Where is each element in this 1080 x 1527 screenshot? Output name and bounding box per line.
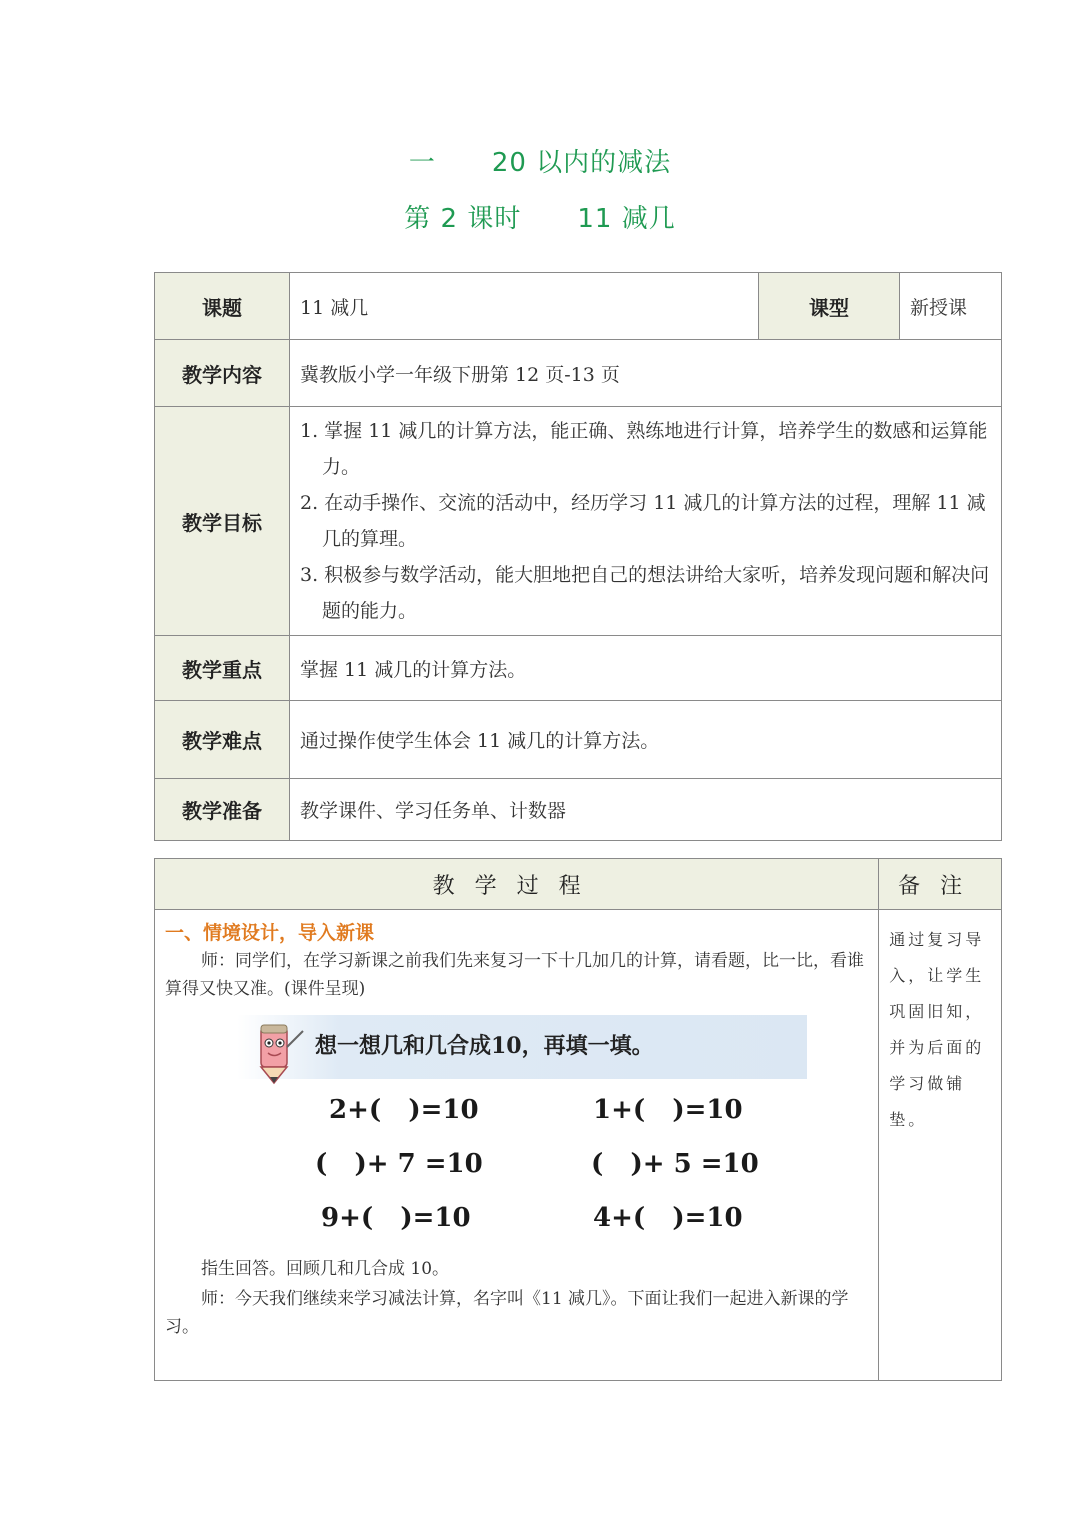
content-row (155, 340, 1002, 407)
key-label: 教学重点 (155, 636, 290, 701)
teaching-process-table (154, 858, 1002, 1381)
remark-note: 通过复习导入，让学生巩固旧知，并为后面的学习做铺垫。 (879, 910, 1002, 1381)
prep-row (155, 779, 1002, 841)
process-content (155, 910, 879, 1381)
goal-item: 1. 掌握 11 减几的计算方法，能正确、熟练地进行计算，培养学生的数感和运算能力。 (300, 420, 988, 478)
goals-row (155, 407, 1002, 636)
process-header: 教学过程 (155, 859, 879, 910)
goals-label: 教学目标 (155, 407, 290, 636)
section-title: 一、情境设计，导入新课 (165, 922, 375, 944)
lesson-heading (0, 198, 1080, 235)
difficulty-row (155, 701, 1002, 779)
equation: 1+( )=10 (593, 1095, 743, 1125)
intro-paragraph: 师：同学们，在学习新课之前我们先来复习一下十几加几的计算，请看题，比一比，看谁算得又快又准。(课件呈现) (165, 951, 864, 999)
answer-paragraph: 指生回答。回顾几和几合成 10。 (201, 1259, 450, 1279)
equation: 4+( )=10 (593, 1203, 743, 1233)
transition-paragraph: 师：今天我们继续来学习减法计算，名字叫《11 减几》。下面让我们一起进入新课的学习。 (165, 1289, 849, 1337)
unit-heading (0, 142, 1080, 179)
equation: 9+( )=10 (321, 1203, 471, 1233)
unit-title: 20 以内的减法 (491, 148, 672, 178)
key-row (155, 636, 1002, 701)
pencil-mascot-icon (247, 1017, 307, 1085)
process-body-row (155, 910, 1002, 1381)
goal-item: 2. 在动手操作、交流的活动中，经历学习 11 减几的计算方法的过程，理解 11 减几的算理。 (300, 492, 986, 550)
topic-row (155, 273, 1002, 340)
topic-value: 11 减几 (290, 273, 759, 340)
difficulty-value: 通过操作使学生体会 11 减几的计算方法。 (290, 701, 1002, 779)
key-value: 掌握 11 减几的计算方法。 (290, 636, 1002, 701)
process-header-row (155, 859, 1002, 910)
equation: ( )+ 5 =10 (591, 1149, 759, 1179)
goals-list (290, 407, 1002, 636)
content-value: 冀教版小学一年级下册第 12 页-13 页 (290, 340, 1002, 407)
difficulty-label: 教学难点 (155, 701, 290, 779)
unit-number: 一 (408, 148, 436, 178)
topic-label: 课题 (155, 273, 290, 340)
exercise-title: 想一想几和几合成10，再填一填。 (315, 1033, 654, 1059)
content-label: 教学内容 (155, 340, 290, 407)
goal-item: 3. 积极参与数学活动，能大胆地把自己的想法讲给大家听，培养发现问题和解决问题的能力。 (300, 564, 990, 622)
exercise-image (237, 1015, 807, 1233)
prep-label: 教学准备 (155, 779, 290, 841)
prep-value: 教学课件、学习任务单、计数器 (290, 779, 1002, 841)
type-label: 课型 (759, 273, 900, 340)
lesson-title: 11 减几 (577, 204, 676, 234)
equation: ( )+ 7 =10 (315, 1149, 483, 1179)
notes-header: 备注 (879, 859, 1002, 910)
lesson-info-table (154, 272, 1002, 841)
lesson-number: 第 2 课时 (404, 204, 522, 234)
equation: 2+( )=10 (329, 1095, 479, 1125)
type-value: 新授课 (900, 273, 1002, 340)
